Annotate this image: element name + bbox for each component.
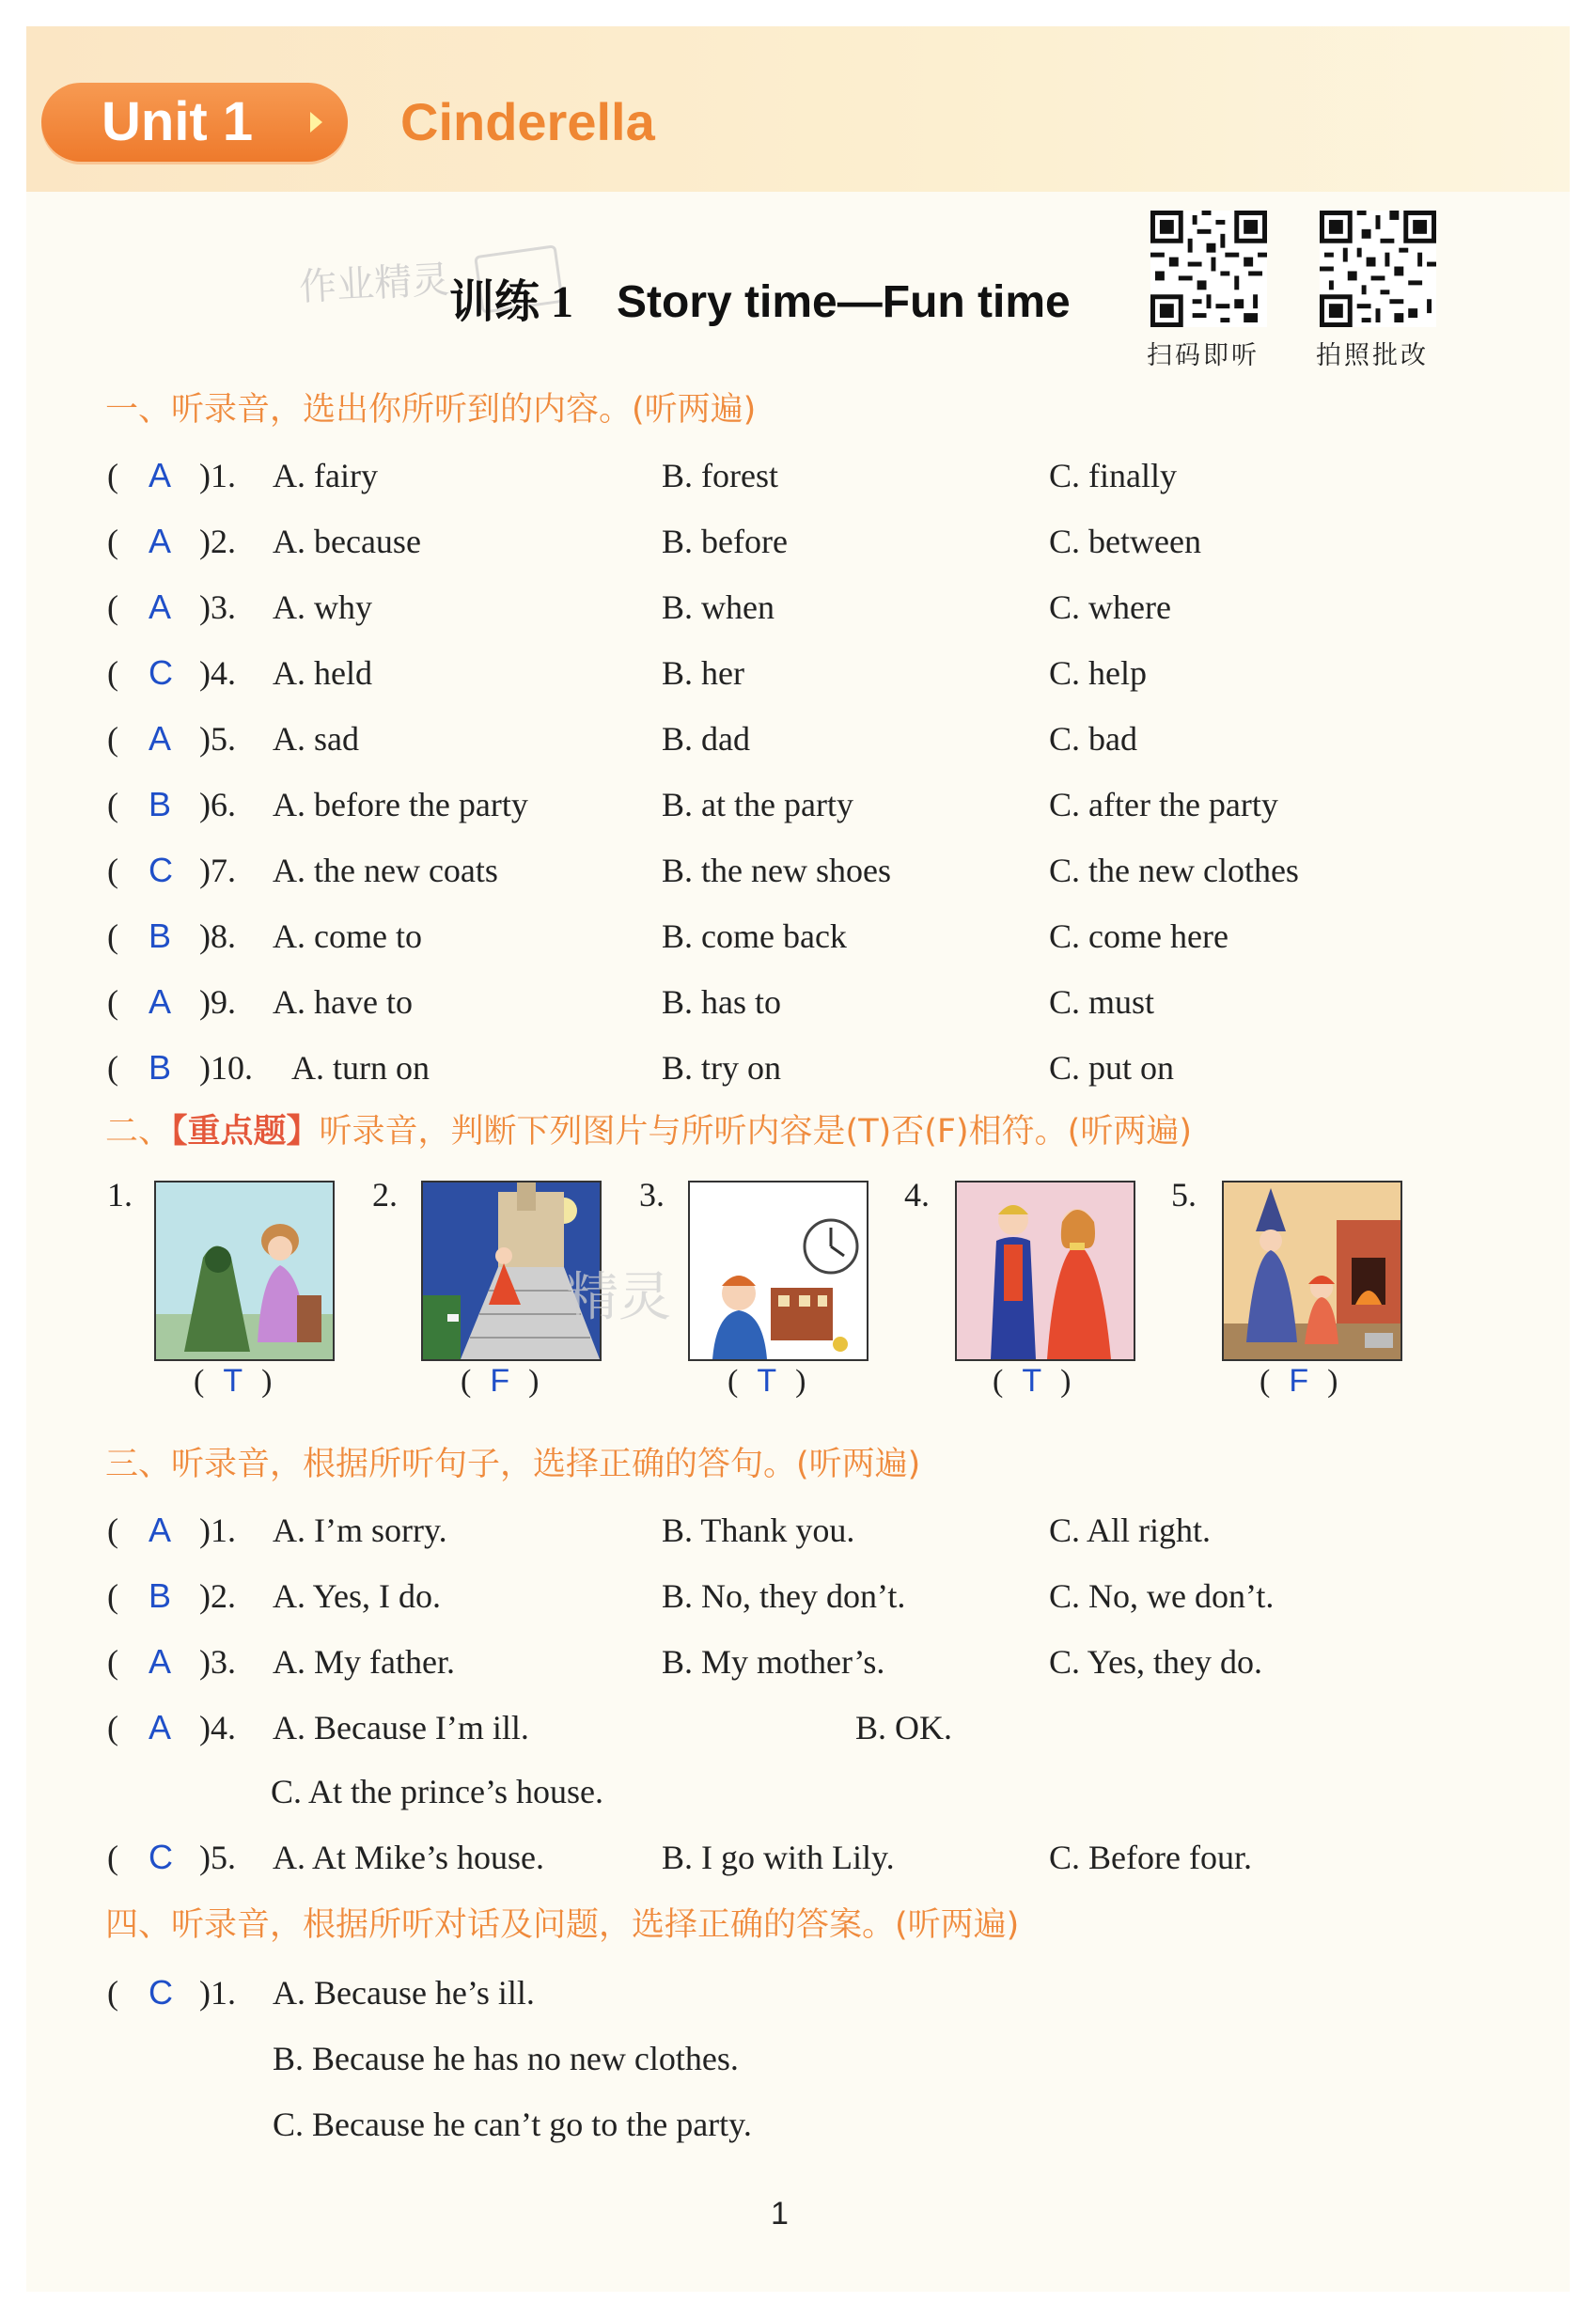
question-number: )4.: [199, 1709, 236, 1746]
open-paren: (: [107, 983, 118, 1021]
open-paren: (: [107, 1974, 118, 2012]
unit-label: Unit 1: [102, 91, 254, 152]
option-a: A. before the party: [273, 786, 528, 823]
answer-value[interactable]: C: [149, 653, 173, 692]
option-a: A. Because I’m ill.: [273, 1709, 529, 1746]
option-b: B. her: [662, 654, 744, 692]
lesson-label: 训练: [449, 275, 540, 328]
answer-value: T: [223, 1363, 243, 1399]
question-number: )3.: [199, 1643, 236, 1681]
watermark-mid: 精灵: [566, 1267, 671, 1328]
answer-value: T: [1022, 1363, 1042, 1399]
option-b: B. OK.: [855, 1709, 953, 1746]
witch-and-girl-icon: [154, 1181, 335, 1361]
unit-title: Cinderella: [400, 92, 655, 151]
tf-answer-3: ( T ): [728, 1363, 806, 1399]
open-paren: (: [107, 1577, 118, 1615]
open-paren: (: [107, 1049, 118, 1087]
qr-code-grade-icon[interactable]: [1320, 211, 1436, 327]
question-number: )9.: [199, 983, 236, 1021]
lesson-name: Story time—Fun time: [617, 277, 1071, 327]
option-b: B. come back: [662, 917, 847, 955]
open-paren: (: [107, 523, 118, 560]
question-number: )4.: [199, 654, 236, 692]
key-question-tag: 【重点题】: [171, 1113, 320, 1151]
section-4-heading: 四、听录音，根据所听对话及问题，选择正确的答案。(听两遍): [105, 1906, 1020, 1944]
picture-number: 1.: [107, 1176, 133, 1214]
option-b: B. No, they don’t.: [662, 1577, 906, 1615]
option-c: C. Yes, they do.: [1049, 1643, 1263, 1681]
answer-value: F: [1289, 1363, 1309, 1399]
answer-value[interactable]: C: [149, 1838, 173, 1876]
question-number: )2.: [199, 1577, 236, 1615]
question-number: )5.: [199, 720, 236, 758]
lesson-title: [449, 265, 1071, 330]
lesson-number: 1: [551, 277, 574, 327]
question-number: )10.: [199, 1049, 253, 1087]
picture-number: 4.: [904, 1176, 930, 1214]
picture-number: 2.: [372, 1176, 398, 1214]
option-b: B. the new shoes: [662, 852, 891, 889]
open-paren: (: [107, 786, 118, 823]
option-c: C. where: [1049, 588, 1171, 626]
open-paren: (: [107, 588, 118, 626]
answer-value[interactable]: A: [149, 982, 172, 1021]
option-a: A. the new coats: [273, 852, 498, 889]
option-c: C. between: [1049, 523, 1201, 560]
option-a: A. I’m sorry.: [273, 1511, 447, 1549]
qr-code-listen-icon[interactable]: [1150, 211, 1267, 327]
open-paren: (: [107, 1709, 118, 1746]
option-b: B. when: [662, 588, 775, 626]
option-b: B. has to: [662, 983, 782, 1021]
option-b: B. Because he has no new clothes.: [273, 2040, 739, 2077]
open-paren: (: [107, 1511, 118, 1549]
open-paren: (: [107, 1839, 118, 1876]
option-c: C. the new clothes: [1049, 852, 1299, 889]
option-a: A. At Mike’s house.: [273, 1839, 545, 1876]
question-number: )2.: [199, 523, 236, 560]
question-number: )5.: [199, 1839, 236, 1876]
option-b: B. My mother’s.: [662, 1643, 885, 1681]
section-1-heading: 一、听录音，选出你所听到的内容。(听两遍): [105, 391, 757, 429]
tf-answer-2: ( F ): [461, 1363, 540, 1399]
option-a: A. held: [273, 654, 372, 692]
watermark-logo: 作业精灵: [298, 258, 451, 310]
option-b: B. Thank you.: [662, 1511, 855, 1549]
section-2-heading: [105, 1105, 1192, 1152]
tf-answer-1: ( T ): [194, 1363, 273, 1399]
tf-answer-5: ( F ): [1260, 1363, 1338, 1399]
option-a: A. why: [273, 588, 372, 626]
option-b: B. before: [662, 523, 788, 560]
qr-caption-listen: 扫码即听: [1147, 341, 1260, 370]
triangle-right-icon: [310, 112, 322, 133]
answer-value[interactable]: A: [149, 522, 172, 560]
option-a: A. Because he’s ill.: [273, 1974, 535, 2012]
boy-with-clock-icon: [688, 1181, 868, 1361]
option-c: C. after the party: [1049, 786, 1278, 823]
answer-value[interactable]: A: [149, 587, 172, 626]
option-b: B. try on: [662, 1049, 782, 1087]
answer-value[interactable]: A: [149, 456, 172, 494]
answer-value[interactable]: A: [149, 719, 172, 758]
option-c: C. finally: [1049, 457, 1177, 494]
option-a: A. My father.: [273, 1643, 455, 1681]
answer-value[interactable]: A: [149, 1708, 172, 1746]
fairy-and-girl-by-fireplace-icon: [1222, 1181, 1402, 1361]
question-number: )7.: [199, 852, 236, 889]
answer-value: T: [757, 1363, 777, 1399]
option-c: C. must: [1049, 983, 1155, 1021]
answer-value[interactable]: B: [149, 785, 172, 823]
answer-value[interactable]: C: [149, 851, 173, 889]
option-c: C. Before four.: [1049, 1839, 1252, 1876]
answer-value: F: [490, 1363, 510, 1399]
question-number: )8.: [199, 917, 236, 955]
open-paren: (: [107, 457, 118, 494]
picture-number: 5.: [1171, 1176, 1197, 1214]
open-paren: (: [107, 852, 118, 889]
option-c: C. No, we don’t.: [1049, 1577, 1275, 1615]
answer-value[interactable]: C: [149, 1973, 173, 2012]
option-b: B. at the party: [662, 786, 853, 823]
option-a: A. Yes, I do.: [273, 1577, 442, 1615]
answer-value[interactable]: A: [149, 1511, 172, 1549]
option-b: B. dad: [662, 720, 750, 758]
question-number: )1.: [199, 1511, 236, 1549]
option-c: C. All right.: [1049, 1511, 1212, 1549]
open-paren: (: [107, 1643, 118, 1681]
question-number: )1.: [199, 1974, 236, 2012]
option-a: A. turn on: [291, 1049, 430, 1087]
option-c: C. Because he can’t go to the party.: [273, 2106, 752, 2143]
option-a: A. because: [273, 523, 421, 560]
question-number: )3.: [199, 588, 236, 626]
qr-caption-grade: 拍照批改: [1316, 341, 1429, 370]
question-number: )1.: [199, 457, 236, 494]
option-b: B. I go with Lily.: [662, 1839, 895, 1876]
section-2-number: 二、: [105, 1113, 172, 1151]
question-number: )6.: [199, 786, 236, 823]
prince-and-princess-icon: [955, 1181, 1135, 1361]
option-a: A. fairy: [273, 457, 378, 494]
open-paren: (: [107, 720, 118, 758]
option-a: A. come to: [273, 917, 422, 955]
page-number: 1: [771, 2196, 789, 2232]
section-2-instruction: 听录音，判断下列图片与所听内容是(T)否(F)相符。(听两遍): [319, 1113, 1192, 1151]
option-a: A. sad: [273, 720, 359, 758]
answer-value[interactable]: A: [149, 1642, 172, 1681]
tf-answer-4: ( T ): [993, 1363, 1072, 1399]
option-a: A. have to: [273, 983, 413, 1021]
answer-value[interactable]: B: [149, 1048, 172, 1087]
section-3-heading: 三、听录音，根据所听句子，选择正确的答句。(听两遍): [105, 1446, 921, 1483]
option-c: C. bad: [1049, 720, 1137, 758]
option-c: C. At the prince’s house.: [271, 1773, 603, 1810]
picture-number: 3.: [639, 1176, 665, 1214]
answer-value[interactable]: B: [149, 916, 172, 955]
option-c: C. help: [1049, 654, 1147, 692]
option-b: B. forest: [662, 457, 778, 494]
open-paren: (: [107, 917, 118, 955]
option-c: C. come here: [1049, 917, 1228, 955]
option-c: C. put on: [1049, 1049, 1175, 1087]
open-paren: (: [107, 654, 118, 692]
answer-value[interactable]: B: [149, 1576, 172, 1615]
